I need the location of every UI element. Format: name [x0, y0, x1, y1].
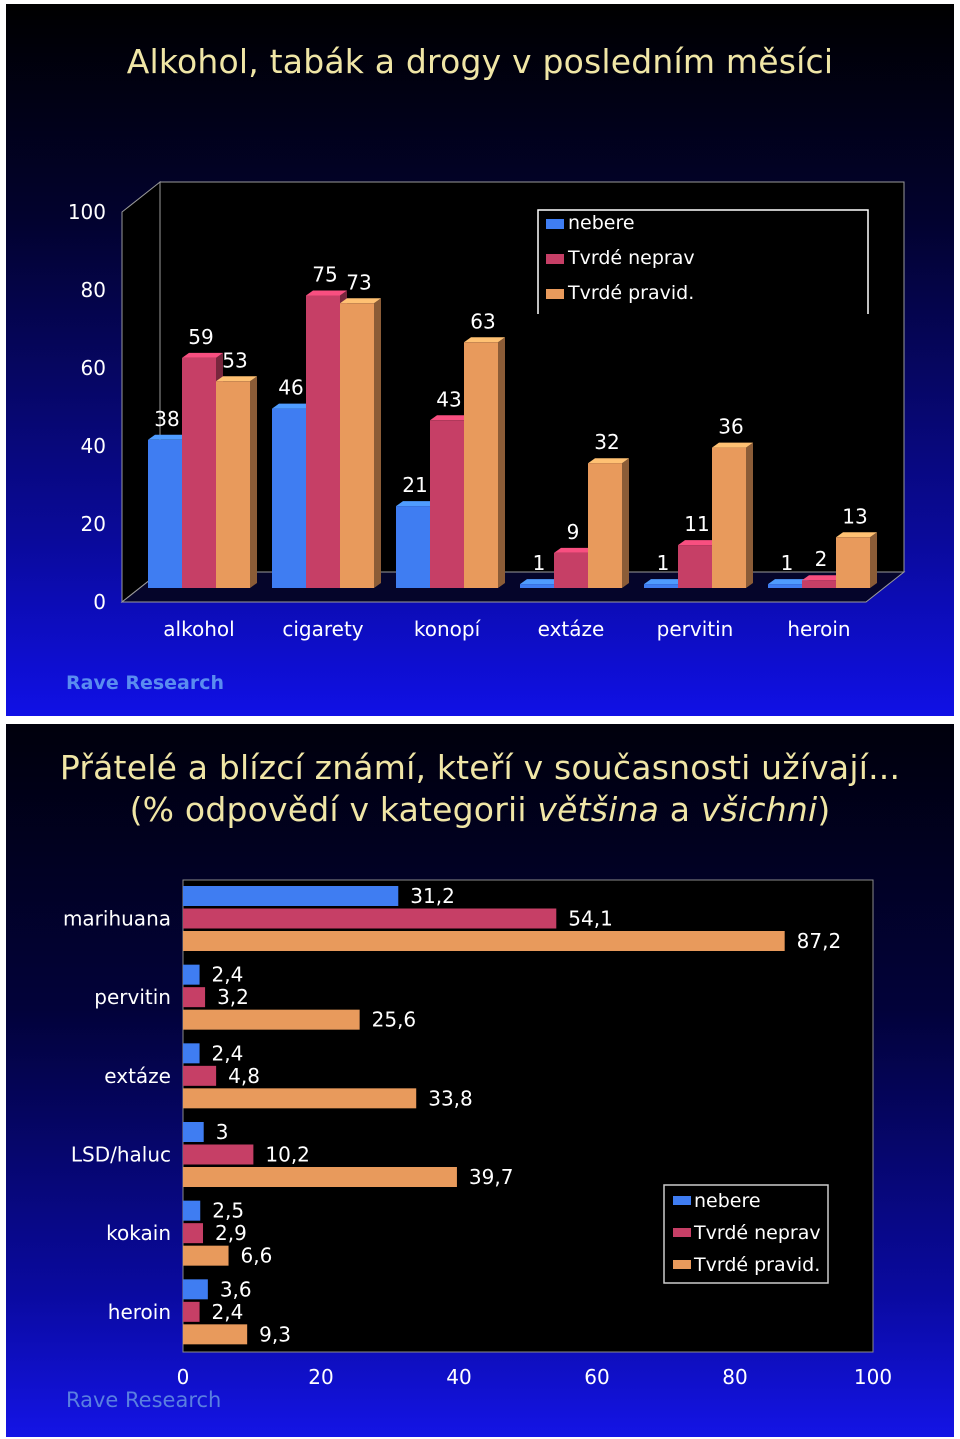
data-label: 39,7: [468, 1165, 514, 1189]
bar-side: [622, 458, 629, 588]
x-tick-label: 100: [853, 1365, 893, 1389]
chart1-svg: [6, 4, 954, 716]
data-label: 46: [278, 375, 304, 400]
data-label: 36: [718, 414, 744, 439]
subtitle-em1: většina: [537, 790, 660, 829]
bar: [183, 1010, 360, 1030]
x-tick-label: cigarety: [282, 617, 364, 641]
chart1-title: Alkohol, tabák a drogy v posledním měsíci: [126, 42, 834, 81]
legend-label: nebere: [694, 1190, 761, 1212]
subtitle-em2: všichni: [700, 790, 818, 829]
subtitle-suffix: ): [817, 790, 831, 829]
data-label: 4,8: [228, 1063, 260, 1088]
y-tick-label: LSD/haluc: [70, 1142, 171, 1167]
x-tick-label: konopí: [413, 617, 481, 641]
bar: [183, 965, 200, 985]
bar: [802, 580, 836, 588]
back-wall: [160, 182, 904, 572]
data-label: 13: [842, 504, 868, 529]
data-label: 3: [215, 1120, 229, 1144]
data-label: 2,4: [211, 962, 244, 987]
bar-top: [588, 458, 629, 463]
bar: [183, 1246, 229, 1266]
bar: [183, 886, 398, 906]
x-tick-label: 80: [722, 1365, 748, 1389]
y-tick-label: extáze: [104, 1063, 171, 1088]
bar-side: [250, 376, 257, 588]
legend: [664, 1185, 828, 1283]
bar: [396, 506, 430, 588]
legend-label: Tvrdé pravid.: [694, 1254, 821, 1276]
data-label: 2,4: [211, 1041, 244, 1066]
data-label: 75: [312, 262, 338, 287]
bar: [148, 440, 182, 588]
x-tick-label: pervitin: [656, 617, 734, 641]
data-label: 3,2: [217, 985, 249, 1010]
bar: [340, 303, 374, 588]
x-tick-label: 60: [584, 1365, 610, 1389]
data-label: 6,6: [240, 1243, 273, 1268]
legend-label: Tvrdé pravid.: [568, 282, 695, 304]
data-label: 2,9: [215, 1221, 247, 1246]
bar: [768, 584, 802, 588]
bar: [183, 1043, 200, 1063]
legend-swatch: [673, 1260, 691, 1269]
data-label: 2,4: [211, 1299, 244, 1324]
y-tick-label: 0: [93, 590, 106, 614]
legend-swatch: [546, 289, 564, 299]
x-tick-label: alkohol: [163, 617, 235, 641]
bar: [306, 296, 340, 589]
y-tick-label: heroin: [107, 1299, 171, 1324]
data-label: 53: [222, 348, 248, 373]
bar-side: [374, 298, 381, 588]
data-label: 32: [594, 430, 620, 455]
bar: [836, 537, 870, 588]
bar-top: [712, 443, 753, 448]
bar-top: [836, 532, 877, 537]
legend-swatch: [546, 219, 564, 229]
chart-panel-2: [6, 724, 954, 1437]
bar: [183, 1223, 203, 1243]
data-label: 87,2: [796, 929, 842, 953]
data-label: 1: [656, 551, 670, 576]
data-label: 9: [566, 519, 580, 544]
bar-top: [340, 298, 381, 303]
data-label: 1: [532, 551, 546, 576]
bar: [183, 987, 205, 1007]
legend-label: Tvrdé neprav: [568, 247, 695, 269]
subtitle-prefix: (% odpovědí v kategorii: [129, 790, 538, 829]
data-label: 1: [780, 551, 794, 576]
bar: [644, 584, 678, 588]
bar: [183, 931, 785, 951]
data-label: 11: [684, 512, 710, 537]
bar: [183, 1167, 457, 1187]
bar: [183, 1145, 253, 1165]
bar-top: [306, 291, 347, 296]
data-label: 2,5: [212, 1198, 245, 1223]
bar: [183, 1066, 216, 1086]
legend-swatch: [673, 1196, 691, 1205]
chart1-credit: Rave Research: [66, 672, 225, 694]
y-tick-label: 100: [67, 200, 106, 224]
bar: [430, 420, 464, 588]
legend-swatch: [673, 1228, 691, 1237]
bar: [183, 1302, 200, 1322]
bar: [183, 1088, 416, 1108]
data-label: 31,2: [410, 884, 455, 908]
bar: [588, 463, 622, 588]
subtitle-mid: a: [659, 790, 701, 829]
data-label: 2: [814, 547, 828, 572]
bar: [183, 1279, 208, 1299]
legend-label: nebere: [568, 212, 635, 234]
bar: [216, 381, 250, 588]
data-label: 63: [470, 309, 496, 334]
data-label: 73: [346, 270, 372, 295]
data-label: 25,6: [371, 1007, 417, 1032]
bar-side: [746, 443, 753, 588]
data-label: 10,2: [265, 1142, 310, 1167]
bar: [182, 358, 216, 588]
chart2-credit: Rave Research: [66, 1388, 222, 1412]
y-tick-label: 60: [80, 356, 106, 380]
bar-side: [870, 532, 877, 588]
y-tick-label: marihuana: [62, 906, 171, 931]
y-tick-label: kokain: [106, 1221, 171, 1246]
x-tick-label: 0: [176, 1365, 190, 1389]
bar: [520, 584, 554, 588]
y-tick-label: 20: [80, 512, 106, 536]
bar: [678, 545, 712, 588]
chart-panel-1: [6, 4, 954, 716]
bar: [554, 553, 588, 588]
y-tick-label: 40: [80, 434, 106, 458]
data-label: 54,1: [568, 906, 613, 931]
bar: [712, 448, 746, 588]
bar-top: [182, 353, 223, 358]
bar-top: [464, 337, 505, 342]
bar: [464, 342, 498, 588]
legend-label: Tvrdé neprav: [694, 1222, 821, 1244]
bar: [183, 1201, 200, 1221]
data-label: 59: [188, 324, 214, 349]
x-tick-label: 20: [308, 1365, 334, 1389]
bar: [183, 1122, 204, 1142]
chart2-svg: [6, 724, 954, 1437]
data-label: 33,8: [428, 1086, 473, 1111]
y-tick-label: pervitin: [94, 985, 171, 1010]
legend-swatch: [546, 254, 564, 264]
x-tick-label: 40: [446, 1365, 472, 1389]
data-label: 3,6: [219, 1277, 252, 1302]
bar: [272, 409, 306, 588]
data-label: 38: [154, 406, 180, 431]
chart2-title: Přátelé a blízcí známí, kteří v současnosti užívají...: [59, 748, 901, 787]
data-label: 21: [402, 473, 428, 498]
bar: [183, 1324, 247, 1344]
data-label: 43: [436, 387, 462, 412]
bar: [183, 909, 556, 929]
x-tick-label: extáze: [537, 617, 605, 641]
bar-side: [498, 337, 505, 588]
bar-top: [216, 376, 257, 381]
data-label: 9,3: [259, 1322, 291, 1347]
y-tick-label: 80: [80, 278, 106, 302]
x-tick-label: heroin: [787, 617, 851, 641]
